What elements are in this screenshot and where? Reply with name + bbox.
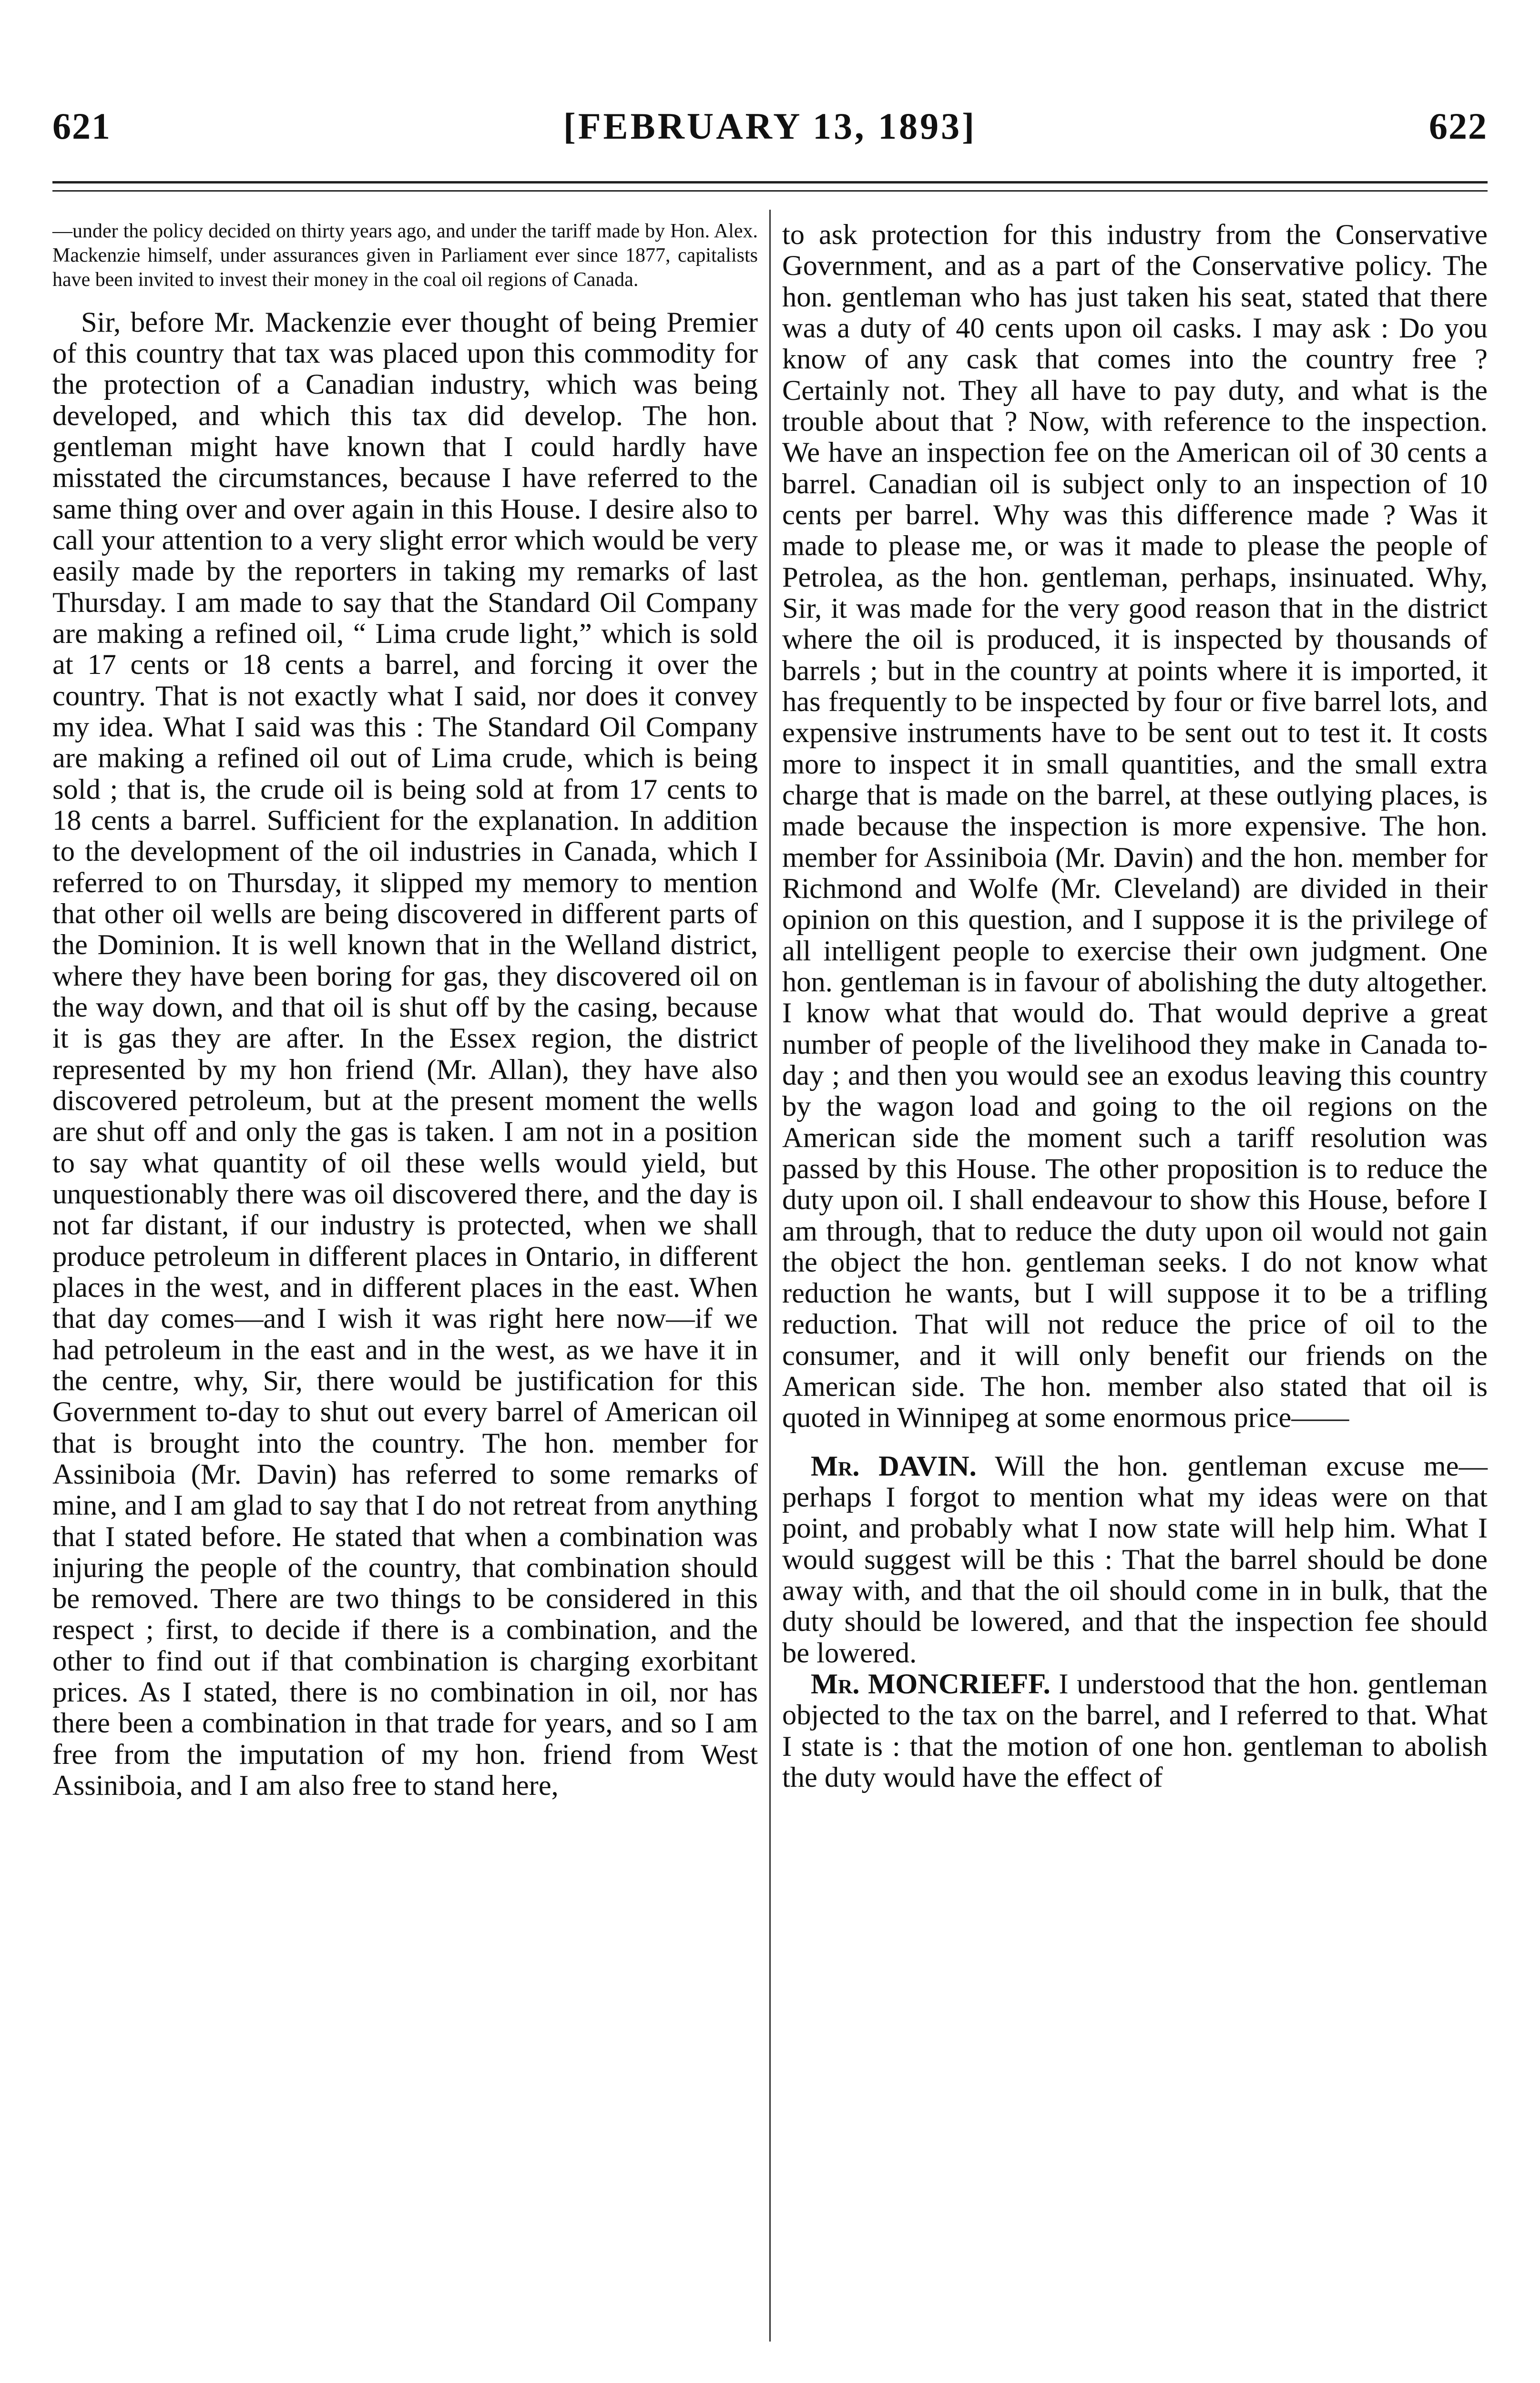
right-column (782, 219, 1488, 2342)
speech-paragraph (782, 1669, 1488, 1793)
page-header (52, 98, 1488, 155)
paragraph: —under the policy decided on thirty years ago, and under the tariff made by Hon. Alex. Mackenzie himself, under assurances given in Parliament ever since 1877, capitalists have been invited to invest their money in the coal oil regions of Canada. (52, 220, 758, 291)
header-rules (52, 181, 1488, 198)
text-columns (52, 219, 1488, 2342)
left-column (52, 219, 758, 2342)
left-page-number: 621 (52, 105, 111, 147)
column-divider (769, 210, 771, 2342)
page-date-title: [FEBRUARY 13, 1893] (563, 105, 977, 147)
right-page-number: 622 (1429, 105, 1488, 147)
paragraph: Sir, before Mr. Mackenzie ever thought of being Premier of this country that tax was placed upon this commodity for the protection of a Canadian industry, which was being developed, and which this tax did develop. The hon. gentleman might have known that I could hardly have misstated the circumstances, because I have referred to the same thing over and over again in this House. I desire also to call your attention to a very slight error which would be very easily made by the reporters in taking my remarks of last Thursday. I am made to say that the Standard Oil Company are making a refined oil, “ Lima crude light,” which is sold at 17 cents or 18 cents a barrel, and forcing it over the country. That is not exactly what I said, nor does it convey my idea. What I said was this : The Standard Oil Company are making a refined oil out of Lima crude, which is being sold ; that is, the crude oil is being sold at from 17 cents to 18 cents a barrel. Sufficient for the explanation. In addition to the development of the oil industries in Canada, which I referred to on Thursday, it slipped my memory to mention that other oil wells are being discovered in different parts of the Dominion. It is well known that in the Welland district, where they have been boring for gas, they discovered oil on the way down, and that oil is shut off by the casing, because it is gas they are after. In the Essex region, the district represented by my hon friend (Mr. Allan), they have also discovered petroleum, but at the present moment the wells are shut off and only the gas is taken. I am not in a position to say what quantity of oil these wells would yield, but unquestionably there was oil discovered there, and the day is not far distant, if our industry is protected, when we shall produce petroleum in different places in Ontario, in different places in the west, and in different places in the east. When that day comes—and I wish it was right here now—if we had petroleum in the east and in the west, as we have it in the centre, why, Sir, there would be justification for this Government to-day to shut out every barrel of American oil that is brought into the country. The hon. member for Assiniboia (Mr. Davin) has referred to some remarks of mine, and I am glad to say that I do not retreat from anything that I stated before. He stated that when a combination was injuring the people of the country, that combination should be removed. There are two things to be considered in this respect ; first, to decide if there is a combination, and the other to find out if that combination is charging exorbitant prices. As I stated, there is no combination in oil, nor has there been a combination in that trade for years, and so I am free from the imputation of my hon. friend from West Assiniboia, and I am also free to stand here, (52, 306, 758, 1802)
speech-paragraph (782, 1451, 1488, 1669)
paragraph: to ask protection for this industry from the Conservative Government, and as a part of the Conservative policy. The hon. gentleman who has just taken his seat, stated that there was a duty of 40 cents upon oil casks. I may ask : Do you know of any cask that comes into the country free ? Certainly not. They all have to pay duty, and what is the trouble about that ? Now, with reference to the inspection. We have an inspection fee on the American oil of 30 cents a barrel. Canadian oil is subject only to an inspection of 10 cents per barrel. Why was this difference made ? Was it made to please me, or was it made to please the people of Petrolea, as the hon. gentleman, perhaps, insinuated. Why, Sir, it was made for the very good reason that in the district where the oil is produced, it is inspected by thousands of barrels ; but in the country at points where it is imported, it has frequently to be inspected by four or five barrel lots, and expensive instruments have to be sent out to test it. It costs more to inspect it in small quantities, and the small extra charge that is made on the barrel, at these outlying places, is made because the inspection is more expensive. The hon. member for Assiniboia (Mr. Davin) and the hon. member for Richmond and Wolfe (Mr. Cleveland) are divided in their opinion on this question, and I suppose it is the privilege of all intelligent people to exercise their own judgment. One hon. gentleman is in favour of abolishing the duty altogether. I know what that would do. That would deprive a great number of people of the livelihood they make in Canada to-day ; and then you would see an exodus leaving this country by the wagon load and going to the oil regions on the American side the moment such a tariff resolution was passed by this House. The other proposition is to reduce the duty upon oil. I shall endeavour to show this House, before I am through, that to reduce the duty upon oil would not gain the object the hon. gentleman seeks. I do not know what reduction he wants, but I will suppose it to be a trifling reduction. That will not reduce the price of oil to the consumer, and it will only benefit our friends on the American side. The hon. member also stated that oil is quoted in Winnipeg at some enormous price—— (782, 219, 1488, 1434)
speech-text: I understood that the hon. gentleman objected to the tax on the barrel, and I referred to that. What I state is : that the motion of one hon. gentleman to abolish the duty would have the effect of (782, 1668, 1488, 1794)
speaker-name: Mr. MONCRIEFF. (811, 1668, 1050, 1701)
speech-text: Will the hon. gentleman excuse me—perhaps I forgot to mention what my ideas were on that point, and probably what I now state will help him. What I would suggest will be this : That the barrel should be done away with, and that the oil should come in in bulk, that the duty should be lowered, and that the inspection fee should be lowered. (782, 1450, 1488, 1669)
speaker-name: Mr. DAVIN. (811, 1450, 977, 1482)
header-rule-bottom (52, 190, 1488, 192)
header-rule-top (52, 181, 1488, 183)
